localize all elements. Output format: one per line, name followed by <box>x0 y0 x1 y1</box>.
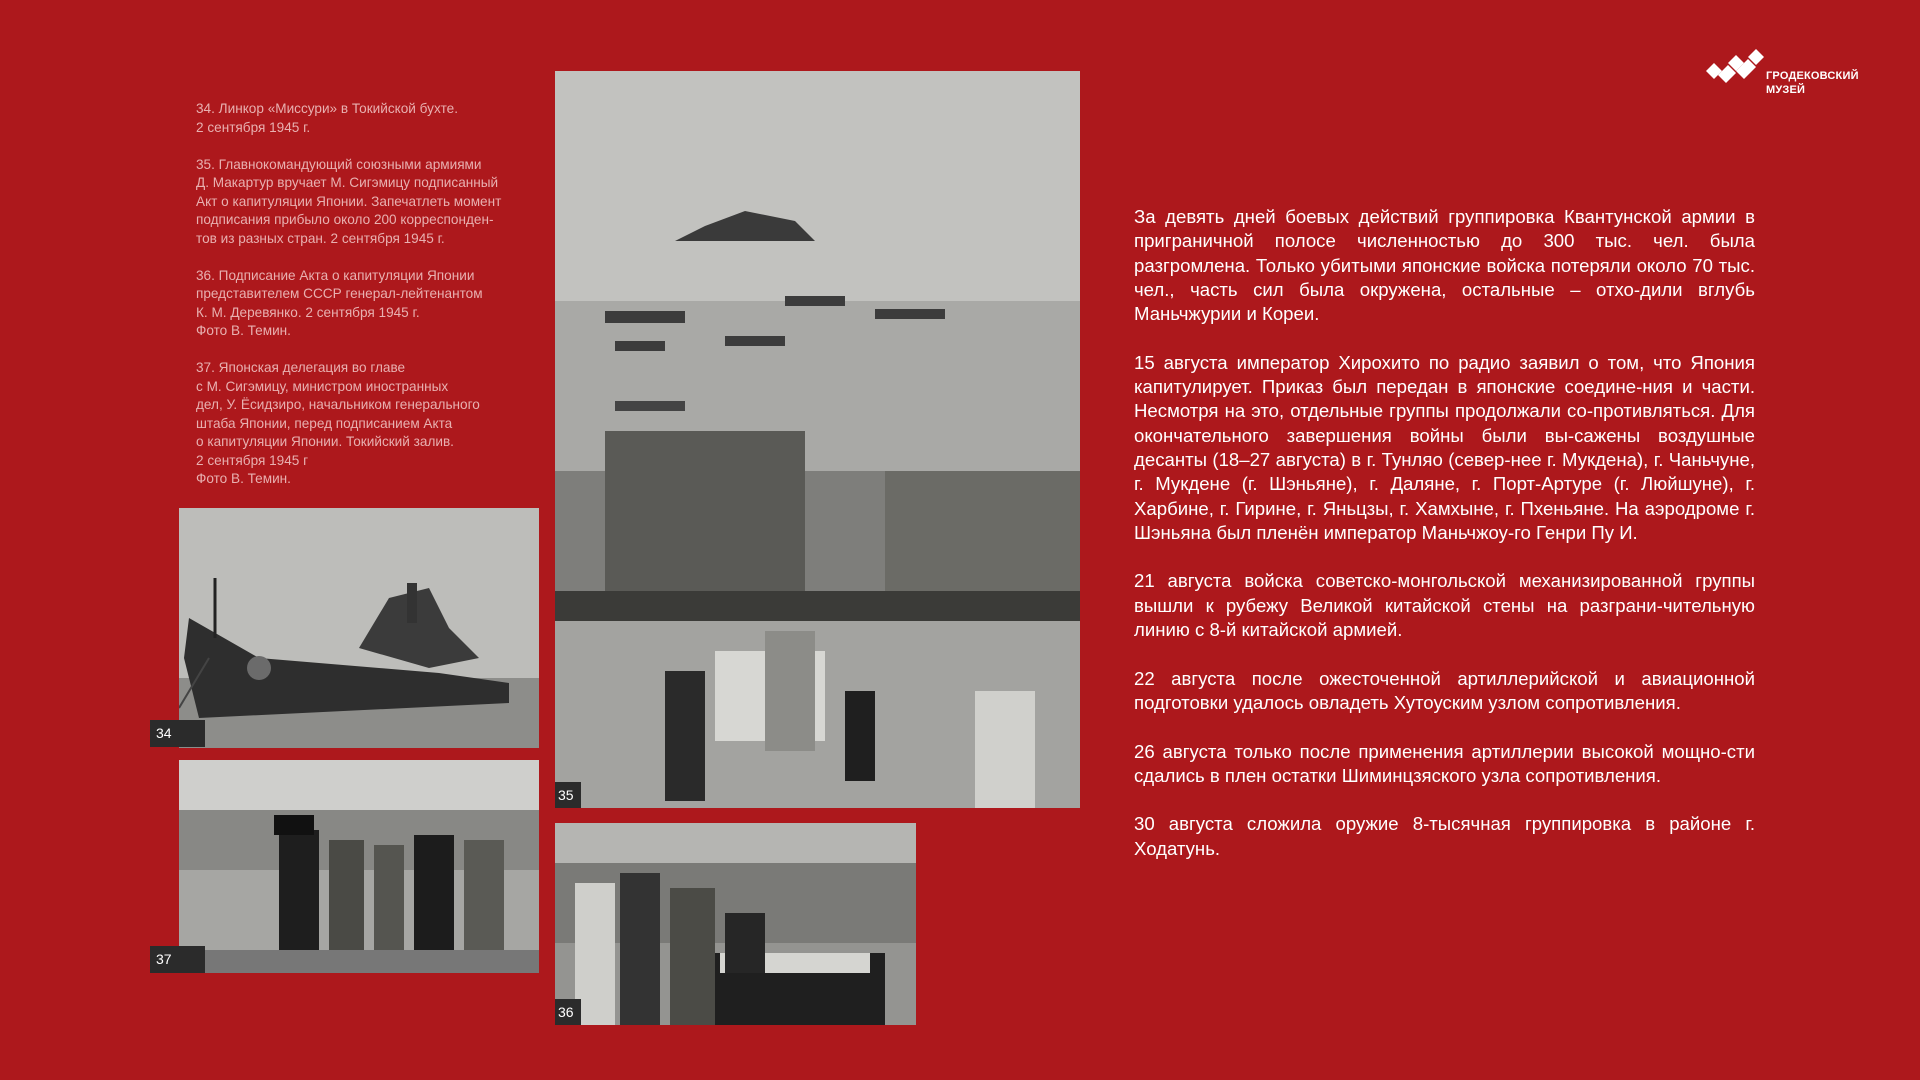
paragraph-4: 22 августа после ожесточенной артиллерийской и авиационной подготовки удалось овладеть Хутоуским узлом сопротивления. <box>1134 667 1755 713</box>
photo-captions <box>196 100 556 507</box>
photo-35-number: 35 <box>555 782 581 808</box>
photo-36-number: 36 <box>555 999 581 1025</box>
caption-34: 34. Линкор «Миссури» в Токийской бухте. 2 сентября 1945 г. <box>196 101 458 135</box>
caption-37: 37. Японская делегация во главе с М. Сигэмицу, министром иностранных дел, У. Ёсидзиро, начальником генерального штаба Японии, перед подписанием Акта о капитуляции Японии. Токийский залив. 2 сентября 1945 г Фото В. Темин. <box>196 360 480 486</box>
photo-37-delegation <box>179 760 539 973</box>
logo-line-2: МУЗЕЙ <box>1766 84 1806 96</box>
museum-logo-text <box>1766 69 1859 97</box>
paragraph-2: 15 августа император Хирохито по радио заявил о том, что Япония капитулирует. Приказ был передан в японские соедине-ния и части. Несмотря на это, отдельные группы продолжали со-противляться. Для окончательного завершения войны были вы-сажены воздушные десанты (18–27 августа) в г. Тунляо (север-нее г. Мукдена), г. Чаньчуне, г. Мукдене (г. Шэньяне), г. Даляне, г. Порт-Артуре (г. Люйшуне), г. Харбине, г. Гирине, г. Яньцзы, г. Хамхыне, г. Пхеньяне. На аэродроме г. Шэньяна был пленён император Маньчжоу-го Генри Пу И. <box>1134 351 1755 543</box>
paragraph-5: 26 августа только после применения артиллерии высокой мощно-сти сдались в плен остатки Шиминцзяского узла сопротивления. <box>1134 740 1755 786</box>
photo-34-number: 34 <box>150 720 205 747</box>
paragraph-1: За девять дней боевых действий группировка Квантунской армии в приграничной полосе численностью до 300 тыс. чел. была разгромлена. Только убитыми японские войска потеряли около 70 тыс. чел., часть сил была окружена, остальные – отхо-дили вглубь Маньчжурии и Кореи. <box>1134 206 1755 325</box>
caption-36: 36. Подписание Акта о капитуляции Японии представителем СССР генерал-лейтенантом К. М. Деревянко. 2 сентября 1945 г. Фото В. Темин. <box>196 267 483 338</box>
photo-34-battleship <box>179 508 539 748</box>
photo-35-signing-ceremony <box>555 71 1080 808</box>
photo-37-number: 37 <box>150 946 205 973</box>
paragraph-6: 30 августа сложила оружие 8-тысячная группировка в районе г. Ходатунь. <box>1134 813 1755 859</box>
paragraph-3: 21 августа войска советско-монгольской механизированной группы вышли к рубежу Великой китайской стены на разграни-чительную линию с 8-й китайской армией. <box>1134 570 1755 641</box>
logo-line-1: ГРОДЕКОВСКИЙ <box>1766 70 1859 82</box>
photo-36-soviet-signing <box>555 823 916 1025</box>
main-text <box>1134 205 1755 885</box>
caption-35: 35. Главнокомандующий союзными армиями Д. Макартур вручает М. Сигэмицу подписанный Акт о капитуляции Японии. Запечатлеть момент подписания прибыло около 200 корреспонден- тов из разных стран. 2 сентября 1945 г. <box>196 156 502 246</box>
